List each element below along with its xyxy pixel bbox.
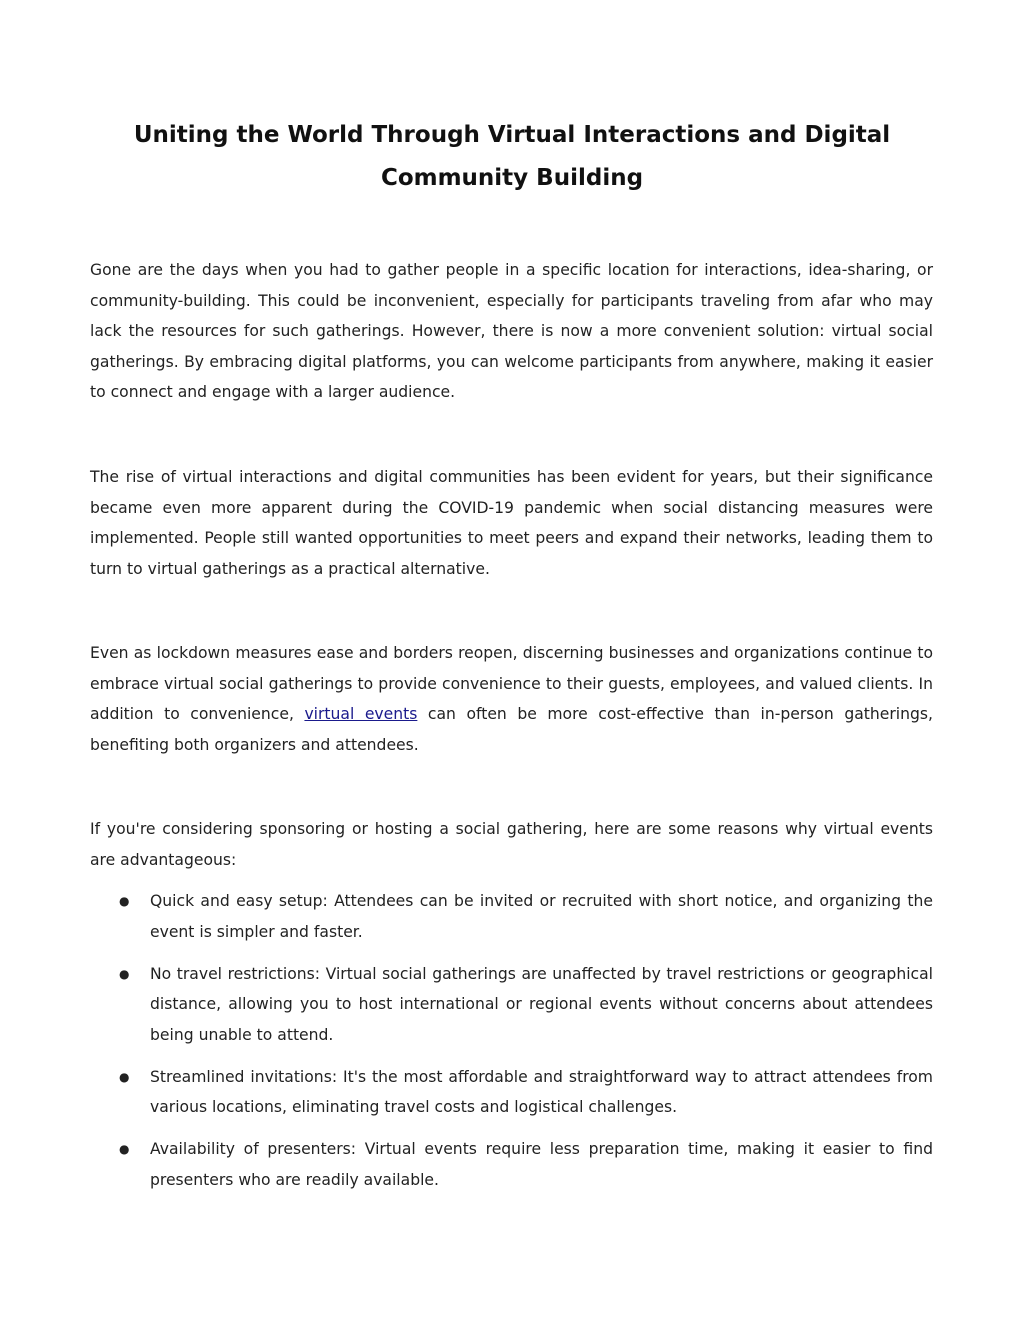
paragraph-rise-of-virtual: The rise of virtual interactions and digital communities has been evident for years, but their significance became even more apparent during the COVID-19 pandemic when social distancing measures were implemented. People still wanted opportunities to meet peers and expand their networks, leading them to turn to virtual gatherings as a practical alternative. — [90, 468, 933, 578]
bullet-icon: ● — [119, 894, 130, 908]
list-item — [90, 1062, 933, 1123]
list-item — [90, 886, 933, 947]
bullet-icon: ● — [119, 1142, 130, 1156]
list-item-text: Availability of presenters: Virtual events require less preparation time, making it easier to find presenters who are readily available. — [150, 1140, 933, 1189]
reasons-list — [90, 886, 933, 1207]
bullet-icon: ● — [119, 1069, 130, 1084]
list-item-text: Quick and easy setup: Attendees can be invited or recruited with short notice, and organizing the event is simpler and faster. — [150, 892, 933, 941]
paragraph-lockdown-text-end: can often be more cost-effective than in-person gatherings, benefiting both organizers and attendees. — [90, 705, 933, 754]
paragraph-intro: Gone are the days when you had to gather people in a specific location for interactions, idea-sharing, or community-building. This could be inconvenient, especially for participants traveling from afar who may lack the resources for such gatherings. However, there is now a more convenient solution: virtual social gatherings. By embracing digital platforms, you can welcome participants from anywhere, making it easier to connect and engage with a larger audience. — [90, 261, 933, 401]
list-item-text: No travel restrictions: Virtual social gatherings are unaffected by travel restrictions or geographical distance, allowing you to host international or regional events without concerns about attendees being unable to attend. — [150, 964, 933, 1044]
paragraph-reasons-intro: If you're considering sponsoring or hosting a social gathering, here are some reasons why virtual events are advantageous: — [90, 820, 933, 869]
paragraph-lockdown-text-start: Even as lockdown measures ease and borders reopen, discerning businesses and organizations continue to embrace virtual social gatherings to provide convenience to their guests, employees, and valued clients. In addition to convenience, — [90, 644, 933, 723]
paragraph-lockdown — [90, 638, 933, 760]
virtual-events-link[interactable]: virtual events — [304, 705, 418, 723]
bullet-icon: ● — [119, 966, 130, 981]
list-item — [90, 959, 933, 1051]
list-item-text: Streamlined invitations: It's the most affordable and straightforward way to attract attendees from various locations, eliminating travel costs and logistical challenges. — [150, 1067, 933, 1116]
document-title: Uniting the World Through Virtual Interactions and Digital Community Building — [133, 122, 891, 191]
list-item — [90, 1134, 933, 1195]
